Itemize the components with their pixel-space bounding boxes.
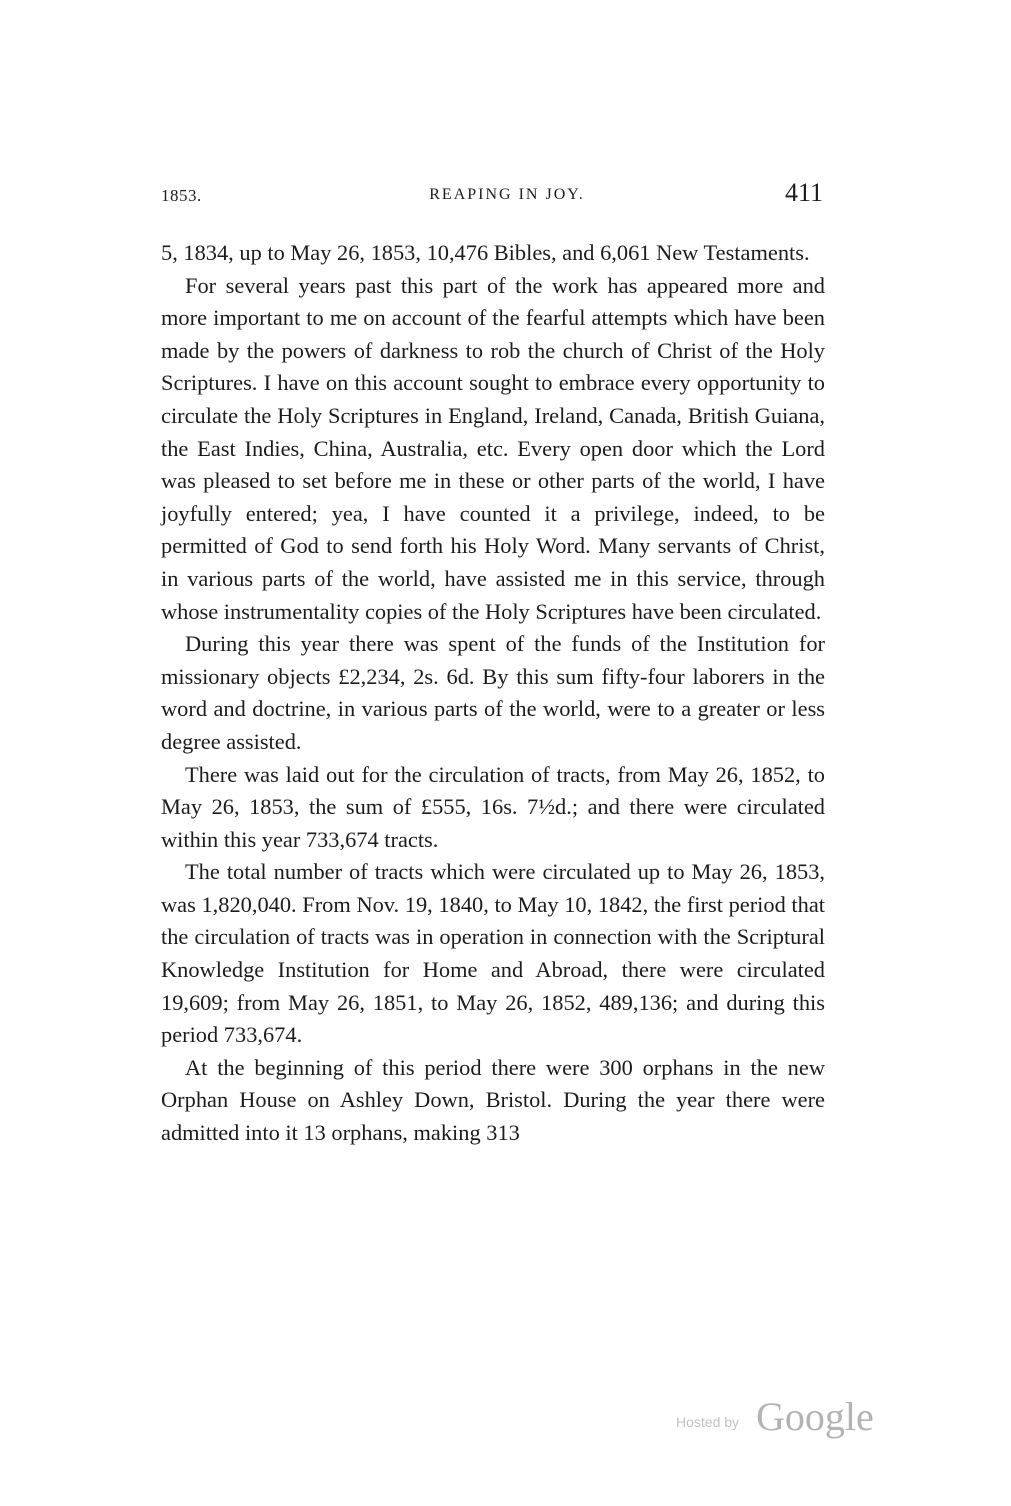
paragraph-2: For several years past this part of the work has appeared more and more important to me on account of the fearful attempts which have been made by the powers of darkness to rob the church of Christ of the Holy Scriptures. I have on this account sought to embrace every opportunity to circulate the Holy Scriptures in England, Ireland, Canada, British Guiana, the East Indies, China, Australia, etc. Every open door which the Lord was pleased to set before me in these or other parts of the world, I have joyfully entered; yea, I have counted it a privilege, indeed, to be permitted of God to send forth his Holy Word. Many servants of Christ, in various parts of the world, have assisted me in this service, through whose instrumentality copies of the Holy Scriptures have been circulated.	[161, 272, 825, 624]
paragraph-6: At the beginning of this period there were 300 orphans in the new Orphan House on Ashley Down, Bristol. During the year there were admitted into it 13 orphans, making 313	[161, 1054, 825, 1146]
body-text	[161, 237, 825, 1150]
running-head-year: 1853.	[161, 186, 202, 205]
google-logo: Google	[756, 1394, 874, 1439]
hosted-by-google-watermark	[676, 1393, 886, 1441]
running-head-title: REAPING IN JOY.	[429, 186, 585, 203]
paragraph-1: 5, 1834, up to May 26, 1853, 10,476 Bibles, and 6,061 New Testaments.	[161, 240, 810, 265]
paragraph-3: During this year there was spent of the funds of the Institution for missionary objects £2,234, 2s. 6d. By this sum fifty-four laborers in the word and doctrine, in various parts of the world, were to a greater or less degree assisted.	[161, 631, 825, 754]
running-head	[161, 178, 823, 214]
paragraph-5: The total number of tracts which were circulated up to May 26, 1853, was 1,820,040. From Nov. 19, 1840, to May 10, 1842, the first period that the circulation of tracts was in operation in connection with the Scriptural Knowledge Institution for Home and Abroad, there were circulated 19,609; from May 26, 1851, to May 26, 1852, 489,136; and during this period 733,674.	[161, 859, 825, 1048]
paragraph-4: There was laid out for the circulation of tracts, from May 26, 1852, to May 26, 1853, the sum of £555, 16s. 7½d.; and there were circulated within this year 733,674 tracts.	[161, 761, 825, 852]
watermark-prefix: Hosted by	[676, 1414, 740, 1430]
page-number: 411	[784, 178, 823, 207]
